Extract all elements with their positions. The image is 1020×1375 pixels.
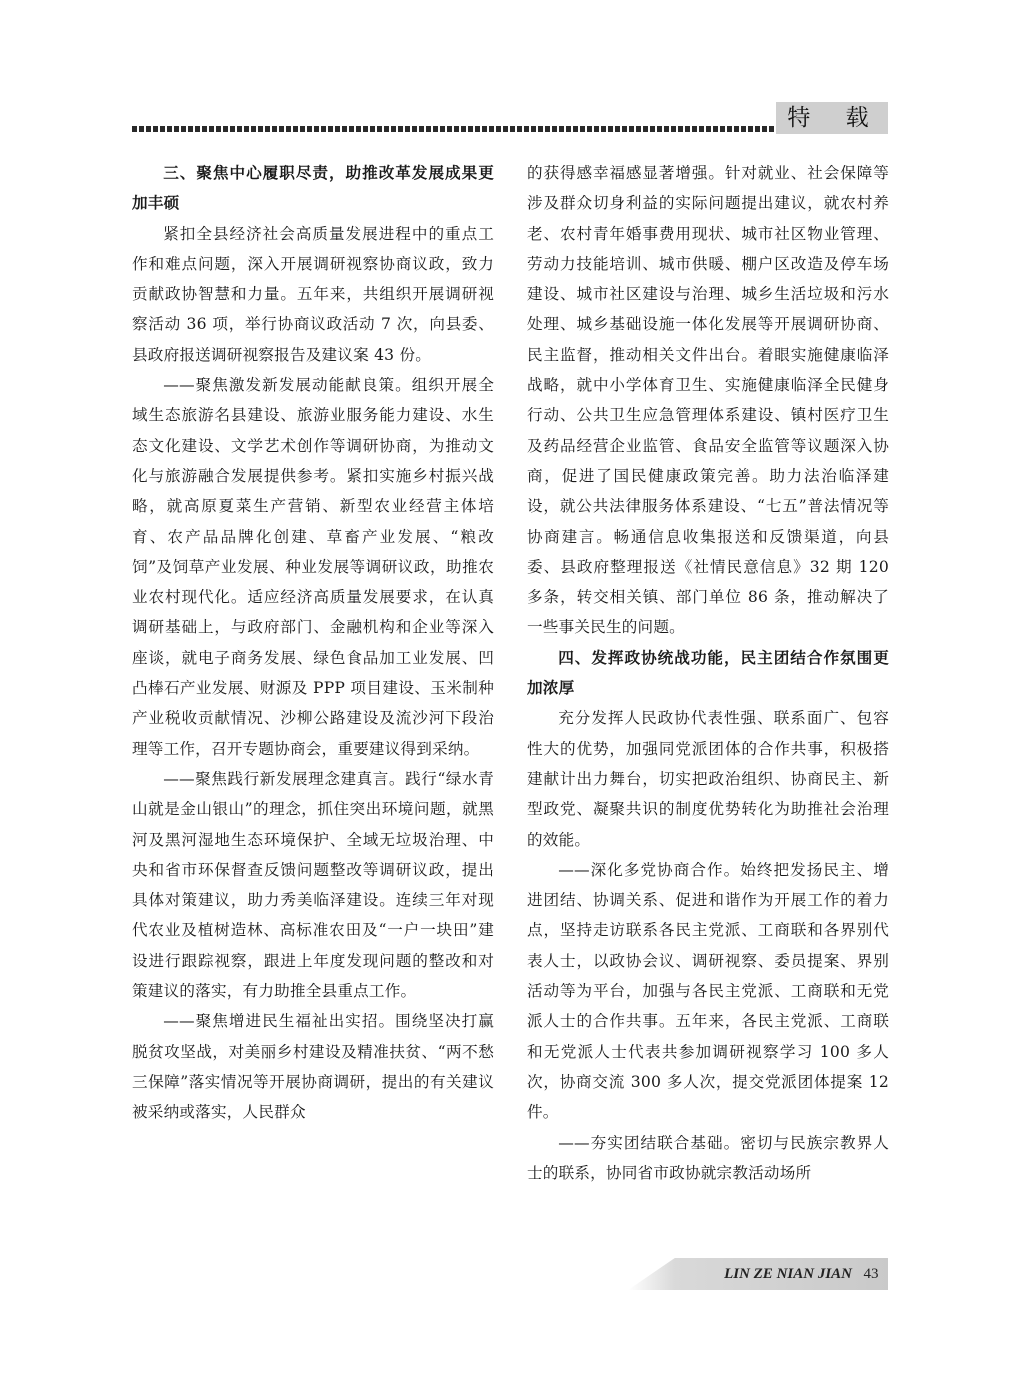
right-column — [527, 158, 889, 1188]
section-heading: 三、聚焦中心履职尽责，助推改革发展成果更加丰硕 — [132, 164, 494, 213]
body-paragraph: ——聚焦增进民生福祉出实招。围绕坚决打赢脱贫攻坚战，对美丽乡村建设及精准扶贫、“两不愁三保障”落实情况等开展协商调研，提出的有关建议被采纳或落实，人民群众 — [132, 1012, 494, 1122]
section-heading: 四、发挥政协统战功能，民主团结合作氛围更加浓厚 — [527, 648, 889, 698]
header-dotted-rule — [132, 126, 774, 132]
body-paragraph: 充分发挥人民政协代表性强、联系面广、包容性大的优势，加强同党派团体的合作共事，积极搭建献计出力舞台，切实把政治组织、协商民主、新型政党、凝聚共识的制度优势转化为助推社会治理的效能。 — [527, 709, 889, 849]
section-tag: 特 载 — [776, 102, 888, 134]
journal-name: LIN ZE NIAN JIAN — [724, 1266, 852, 1282]
body-paragraph: ——聚焦激发新发展动能献良策。组织开展全域生态旅游名县建设、旅游业服务能力建设、水生态文化建设、文学艺术创作等调研协商，为推动文化与旅游融合发展提供参考。紧扣实施乡村振兴战略，就高原夏菜生产营销、新型农业经营主体培育、农产品品牌化创建、草畜产业发展、“粮改饲”及饲草产业发展、种业发展等调研议政，助推农业农村现代化。适应经济高质量发展要求，在认真调研基础上，与政府部门、金融机构和企业等深入座谈，就电子商务发展、绿色食品加工业发展、凹凸棒石产业发展、财源及 PPP 项目建设、玉米制种产业税收贡献情况、沙柳公路建设及流沙河下段治理等工作，召开专题协商会，重要建议得到采纳。 — [132, 376, 494, 758]
body-paragraph: ——夯实团结联合基础。密切与民族宗教界人士的联系，协同省市政协就宗教活动场所 — [527, 1133, 889, 1182]
body-paragraph: ——聚焦践行新发展理念建真言。践行“绿水青山就是金山银山”的理念，抓住突出环境问题，就黑河及黑河湿地生态环境保护、全域无垃圾治理、中央和省市环保督查反馈问题整改等调研议政，提出具体对策建议，助力秀美临泽建设。连续三年对现代农业及植树造林、高标准农田及“一户一块田”建设进行跟踪视察，跟进上年度发现问题的整改和对策建议的落实，有力助推全县重点工作。 — [132, 769, 494, 1001]
body-paragraph-continuation: 的获得感幸福感显著增强。针对就业、社会保障等涉及群众切身利益的实际问题提出建议，就农村养老、农村青年婚事费用现状、城市社区物业管理、劳动力技能培训、城市供暖、棚户区改造及停车场建设、城市社区建设与治理、城乡生活垃圾和污水处理、城乡基础设施一体化发展等开展调研协商、民主监督，推动相关文件出台。着眼实施健康临泽战略，就中小学体育卫生、实施健康临泽全民健身行动、公共卫生应急管理体系建设、镇村医疗卫生及药品经营企业监管、食品安全监管等议题深入协商，促进了国民健康政策完善。助力法治临泽建设，就公共法律服务体系建设、“七五”普法情况等协商建言。畅通信息收集报送和反馈渠道，向县委、县政府整理报送《社情民意信息》32 期 120 多条，转交相关镇、部门单位 86 条，推动解决了一些事关民生的问题。 — [527, 164, 889, 637]
body-paragraph: ——深化多党协商合作。始终把发扬民主、增进团结、协调关系、促进和谐作为开展工作的着力点，坚持走访联系各民主党派、工商联和各界别代表人士，以政协会议、调研视察、委员提案、界别活动等为平台，加强与各民主党派、工商联和无党派人士的合作共事。五年来，各民主党派、工商联和无党派人士代表共参加调研视察学习 100 多人次，协商交流 300 多人次，提交党派团体提案 12 件。 — [527, 860, 889, 1122]
body-paragraph: 紧扣全县经济社会高质量发展进程中的重点工作和难点问题，深入开展调研视察协商议政，致力贡献政协智慧和力量。五年来，共组织开展调研视察活动 36 项，举行协商议政活动 7 次，向县委、县政府报送调研视察报告及建议案 43 份。 — [132, 224, 494, 364]
left-column — [132, 158, 494, 1128]
page-number: 43 — [863, 1266, 879, 1282]
